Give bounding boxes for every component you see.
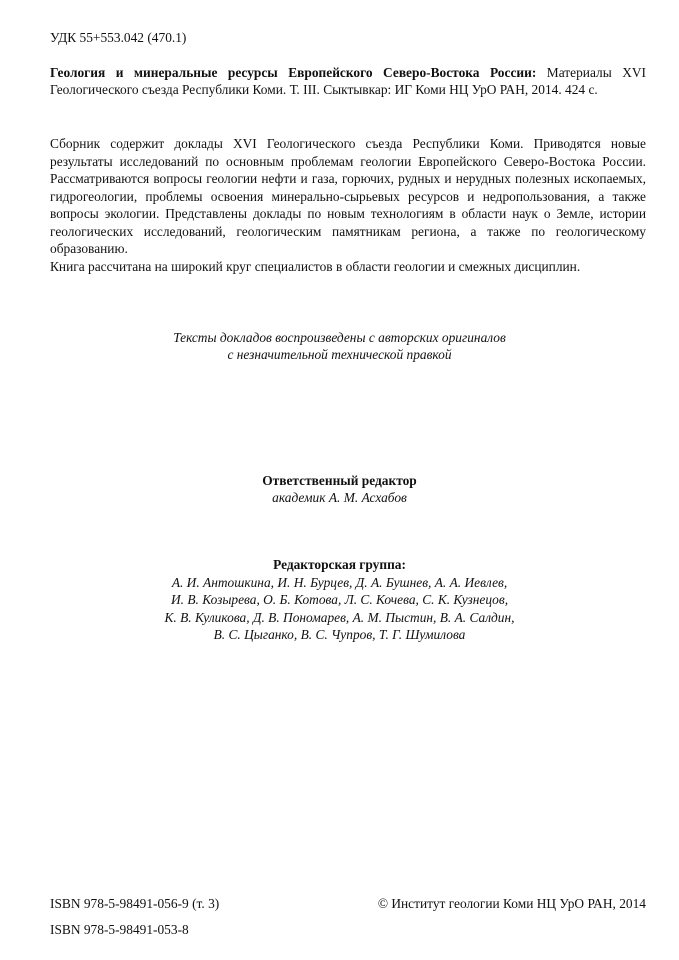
udk-code: УДК 55+553.042 (470.1) xyxy=(50,30,187,45)
copyright-notice: © Институт геологии Коми НЦ УрО РАН, 2014 xyxy=(377,896,646,911)
responsible-editor-heading: Ответственный редактор xyxy=(262,473,417,488)
abstract-paragraph: Сборник содержит доклады XVI Геологического съезда Республики Коми. Приводятся новые результаты исследований по основным проблемам геологии Европейского Северо-Востока России. Рассматриваются вопросы геологии нефти и газа, горючих, рудных и нерудных полезных ископаемых, гидрогеологии, проблемы освоения минерально-сырьевых ресурсов и недропользования, а также вопросы экологии. Представлены доклады по новым технологиям в области наук о Земле, истории геологических исследований, геологическим памятникам региона, а также по геологическому образованию. xyxy=(50,136,646,256)
responsible-editor xyxy=(0,472,679,506)
isbn-series: ISBN 978-5-98491-053-8 xyxy=(50,922,189,937)
abstract-paragraph: Книга рассчитана на широкий круг специалистов в области геологии и смежных дисциплин. xyxy=(50,258,581,274)
editorial-group-line: И. В. Козырева, О. Б. Котова, Л. С. Кочева, С. К. Кузнецов, xyxy=(170,592,509,607)
note-line: Тексты докладов воспроизведены с авторских оригиналов xyxy=(173,330,506,345)
isbn-volume: ISBN 978-5-98491-056-9 (т. 3) xyxy=(50,896,220,911)
bibliographic-title: Геология и минеральные ресурсы Европейского Северо-Востока России: xyxy=(50,65,537,80)
editorial-group-line: В. С. Цыганко, В. С. Чупров, Т. Г. Шумилова xyxy=(213,627,466,642)
editorial-group-line: А. И. Антошкина, И. Н. Бурцев, Д. А. Бушнев, А. А. Иевлев, xyxy=(171,574,508,590)
bibliographic-record xyxy=(50,64,646,98)
editorial-group-heading: Редакторская группа: xyxy=(273,557,406,572)
abstract xyxy=(50,135,646,275)
bibliographic-details: Материалы XVI Геологического съезда Республики Коми. Т. III. Сыктывкар: ИГ Коми НЦ УрО РАН, 2014. 424 с. xyxy=(50,65,646,97)
editorial-group xyxy=(0,556,679,644)
note-line: с незначительной технической правкой xyxy=(227,347,452,362)
editorial-group-line: К. В. Куликова, Д. В. Пономарев, А. М. Пыстин, В. А. Салдин, xyxy=(164,609,515,625)
responsible-editor-name: академик А. М. Асхабов xyxy=(272,490,407,505)
reproduction-note xyxy=(0,329,679,363)
